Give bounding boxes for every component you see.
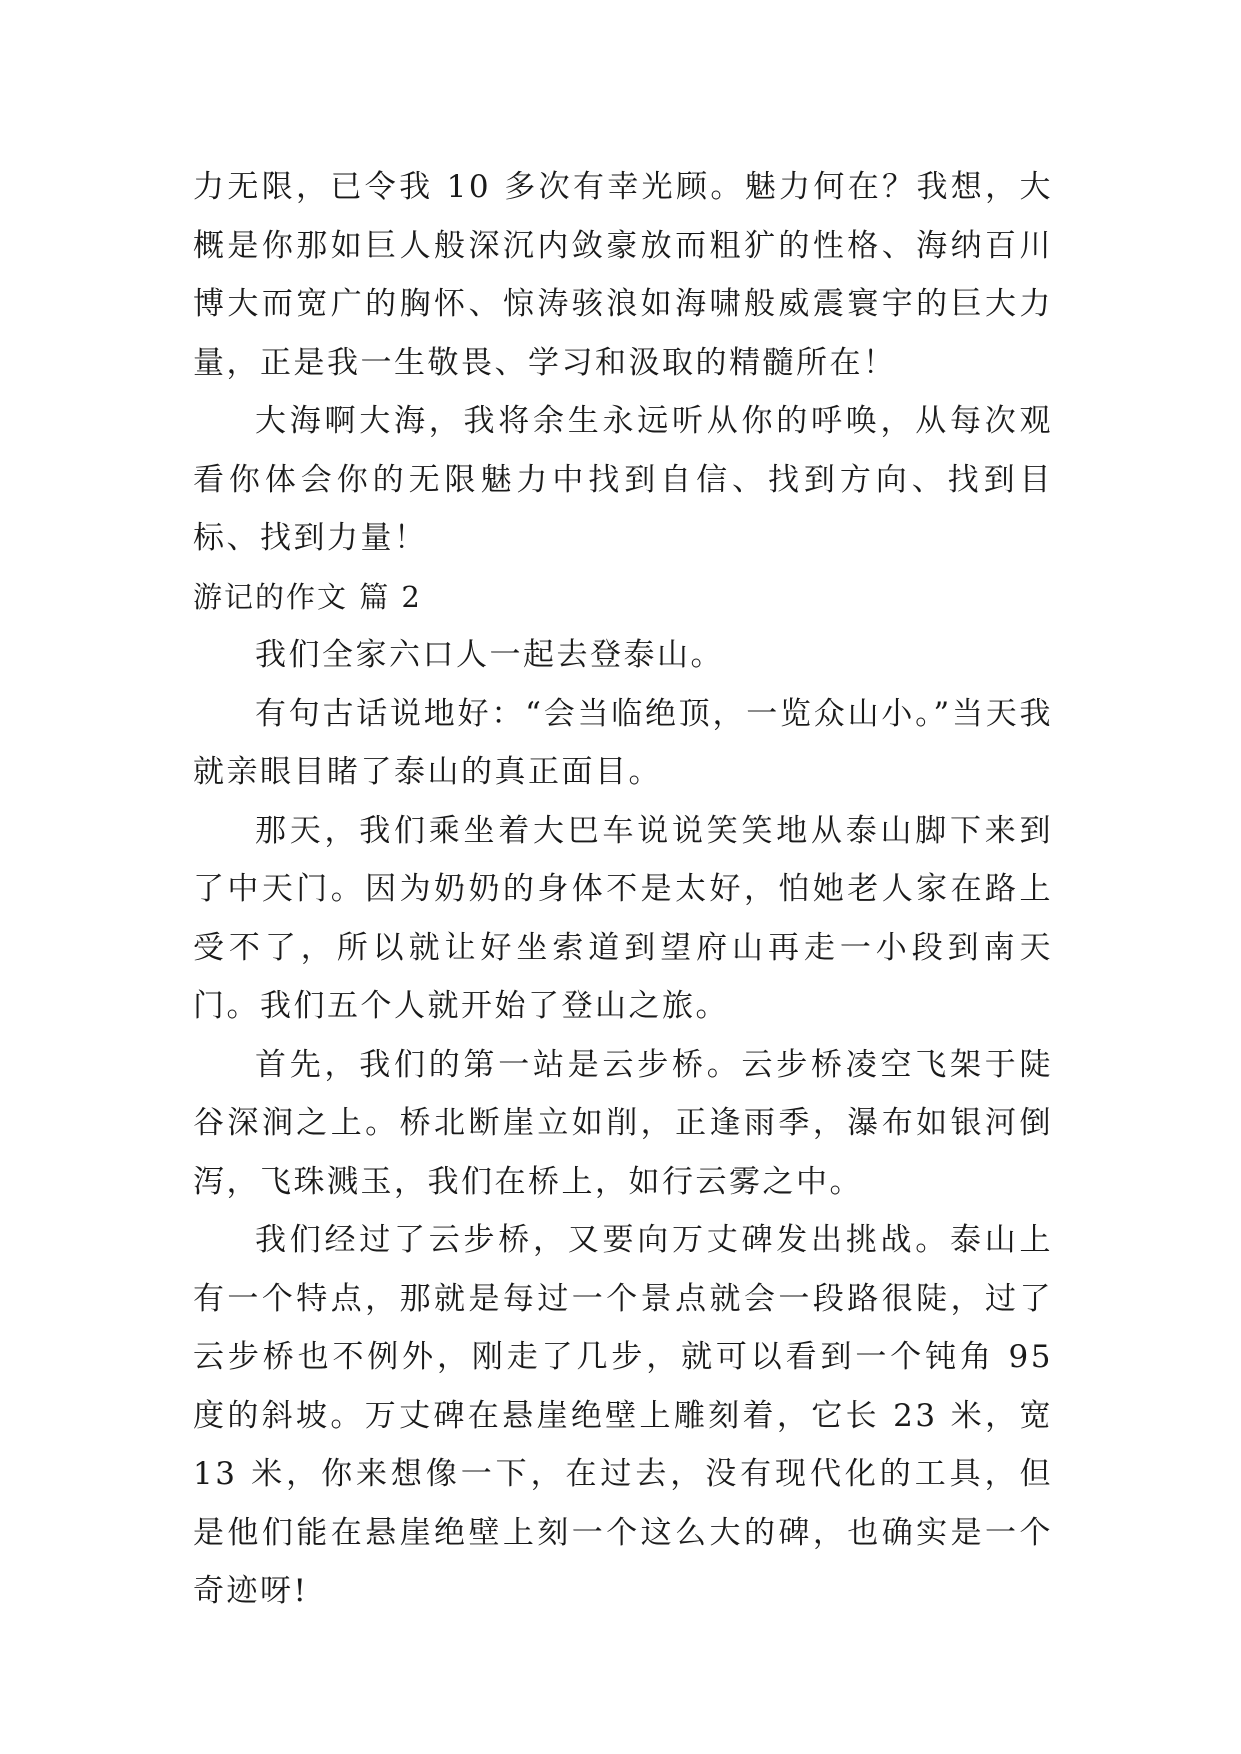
- paragraph-ancient-saying: 有句古话说地好：“会当临绝顶，一览众山小。”当天我就亲眼目睹了泰山的真正面目。: [193, 695, 1053, 790]
- paragraph-sea-charm: 力无限，已令我 10 多次有幸光顾。魅力何在？我想，大概是你那如巨人般深沉内敛豪放而粗犷的性格、海纳百川博大而宽广的胸怀、惊涛骇浪如海啸般威震寰宇的巨大力量，正是我一生敬畏、学习和汲取的精髓所在！: [193, 169, 1053, 381]
- paragraph-family-trip: 我们全家六口人一起去登泰山。: [255, 637, 724, 673]
- section-heading: 游记的作文 篇 2: [193, 579, 422, 614]
- document-body: [193, 158, 1053, 1621]
- paragraph-bus-ride: 那天，我们乘坐着大巴车说说笑笑地从泰山脚下来到了中天门。因为奶奶的身体不是太好，怕她老人家在路上受不了，所以就让好坐索道到望府山再走一小段到南天门。我们五个人就开始了登山之旅。: [193, 812, 1053, 1024]
- paragraph-wanzhang-stele: 我们经过了云步桥，又要向万丈碑发出挑战。泰山上有一个特点，那就是每过一个景点就会一段路很陡，过了云步桥也不例外，刚走了几步，就可以看到一个钝角 95 度的斜坡。万丈碑在悬崖绝壁上雕刻着，它长 23 米，宽 13 米，你来想像一下，在过去，没有现代化的工具，但是他们能在悬崖绝壁上刻一个这么大的碑，也确实是一个奇迹呀!: [193, 1222, 1053, 1609]
- paragraph-yunbu-bridge: 首先，我们的第一站是云步桥。云步桥凌空飞架于陡谷深涧之上。桥北断崖立如削，正逢雨季，瀑布如银河倒泻，飞珠溅玉，我们在桥上，如行云雾之中。: [193, 1046, 1053, 1200]
- paragraph-sea-call: 大海啊大海，我将余生永远听从你的呼唤，从每次观看你体会你的无限魅力中找到自信、找到方向、找到目标、找到力量！: [193, 403, 1053, 556]
